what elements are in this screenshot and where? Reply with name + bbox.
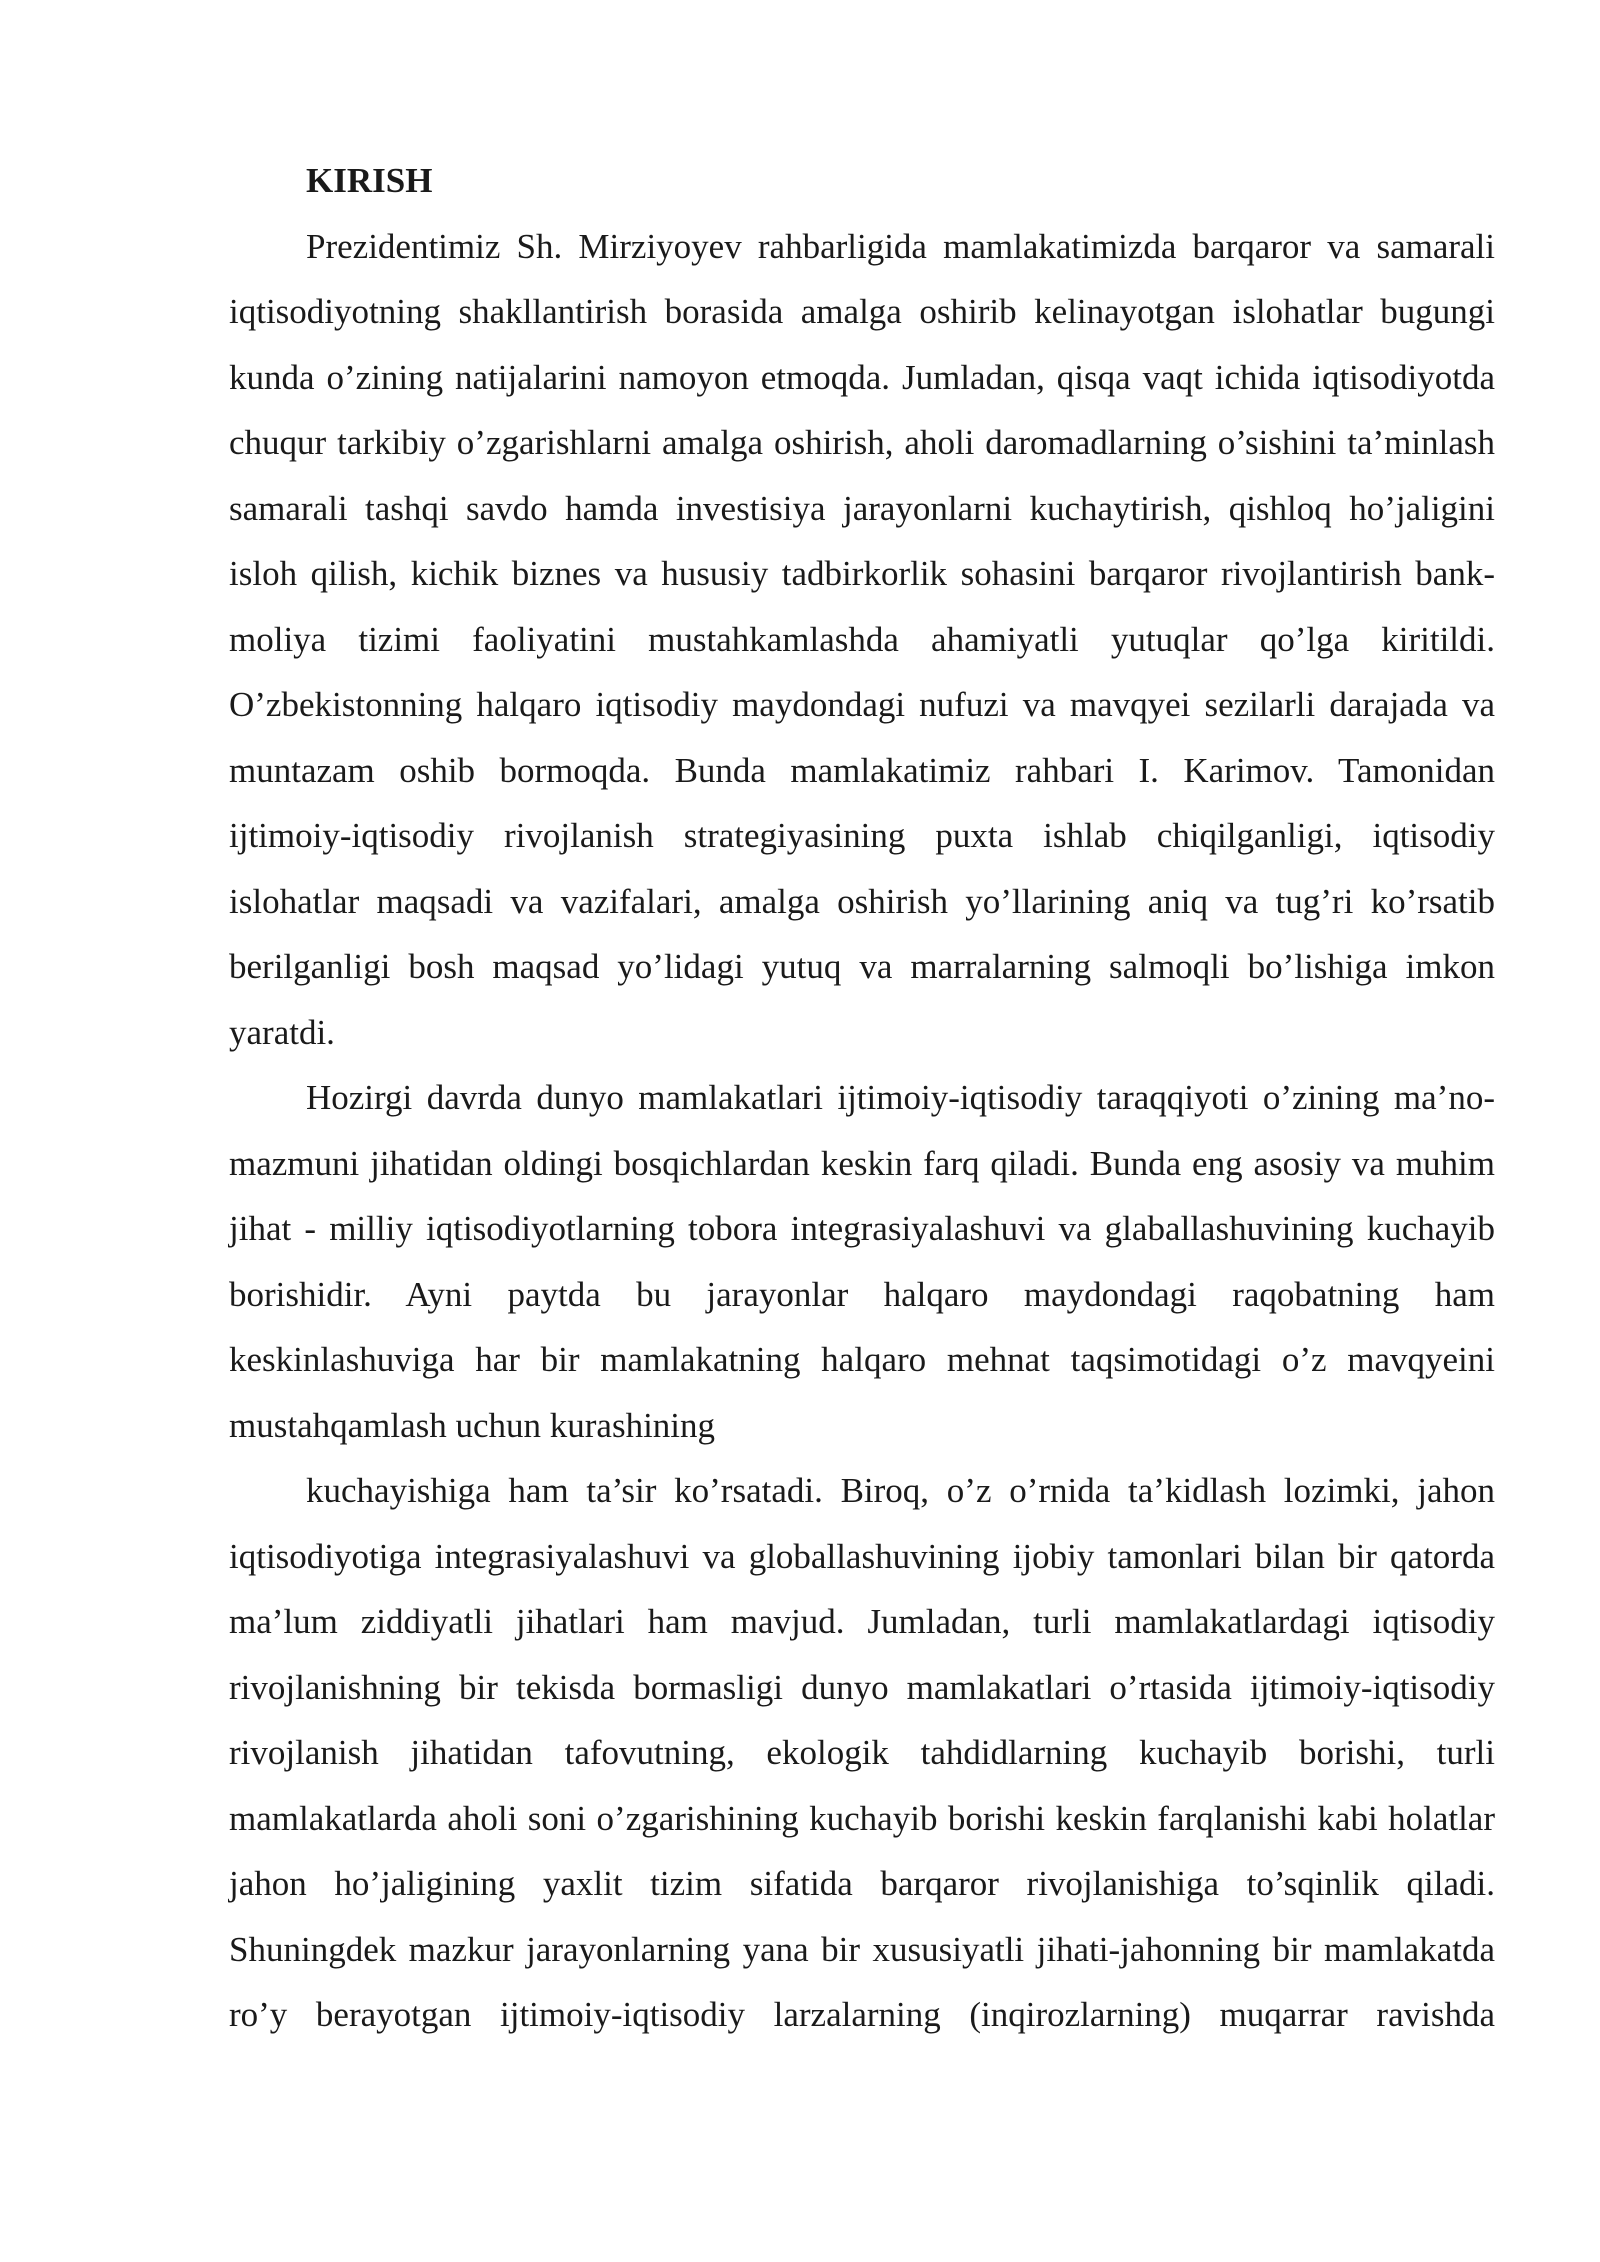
document-page bbox=[229, 148, 1495, 2048]
paragraph-1: Prezidentimiz Sh. Mirziyoyev rahbarligida mamlakatimizda barqaror va samarali iqtisodiyotning shakllantirish borasida amalga oshirib kelinayotgan islohatlar bugungi kunda o’zining natijalarini namoyon etmoqda. Jumladan, qisqa vaqt ichida iqtisodiyotda chuqur tarkibiy o’zgarishlarni amalga oshirish, aholi daromadlarning o’sishini ta’minlash samarali tashqi savdo hamda investisiya jarayonlarni kuchaytirish, qishloq ho’jaligini isloh qilish, kichik biznes va hususiy tadbirkorlik sohasini barqaror rivojlantirish bank-moliya tizimi faoliyatini mustahkamlashda ahamiyatli yutuqlar qo’lga kiritildi. O’zbekistonning halqaro iqtisodiy maydondagi nufuzi va mavqyei sezilarli darajada va muntazam oshib bormoqda. Bunda mamlakatimiz rahbari I. Karimov. Tamonidan ijtimoiy-iqtisodiy rivojlanish strategiyasining puxta ishlab chiqilganligi, iqtisodiy islohatlar maqsadi va vazifalari, amalga oshirish yo’llarining aniq va tug’ri ko’rsatib berilganligi bosh maqsad yo’lidagi yutuq va marralarning salmoqli bo’lishiga imkon yaratdi. bbox=[229, 226, 1495, 1052]
section-heading: KIRISH bbox=[306, 161, 433, 200]
paragraph-2: Hozirgi davrda dunyo mamlakatlari ijtimoiy-iqtisodiy taraqqiyoti o’zining ma’no-mazmuni jihatidan oldingi bosqichlardan keskin farq qiladi. Bunda eng asosiy va muhim jihat - milliy iqtisodiyotlarning tobora integrasiyalashuvi va glaballashuvining kuchayib borishidir. Ayni paytda bu jarayonlar halqaro maydondagi raqobatning ham keskinlashuviga har bir mamlakatning halqaro mehnat taqsimotidagi o’z mavqyeini mustahqamlash uchun kurashining bbox=[229, 1078, 1495, 1445]
paragraph-3: kuchayishiga ham ta’sir ko’rsatadi. Biroq, o’z o’rnida ta’kidlash lozimki, jahon iqtisodiyotiga integrasiyalashuvi va globallashuvining ijobiy tamonlari bilan bir qatorda ma’lum ziddiyatli jihatlari ham mavjud. Jumladan, turli mamlakatlardagi iqtisodiy rivojlanishning bir tekisda bormasligi dunyo mamlakatlari o’rtasida ijtimoiy-iqtisodiy rivojlanish jihatidan tafovutning, ekologik tahdidlarning kuchayib borishi, turli mamlakatlarda aholi soni o’zgarishining kuchayib borishi keskin farqlanishi kabi holatlar jahon ho’jaligining yaxlit tizim sifatida barqaror rivojlanishiga to’sqinlik qiladi. Shuningdek mazkur jarayonlarning yana bir xususiyatli jihati-jahonning bir mamlakatda ro’y berayotgan ijtimoiy-iqtisodiy larzalarning (inqirozlarning) muqarrar ravishda bbox=[229, 1471, 1495, 2034]
